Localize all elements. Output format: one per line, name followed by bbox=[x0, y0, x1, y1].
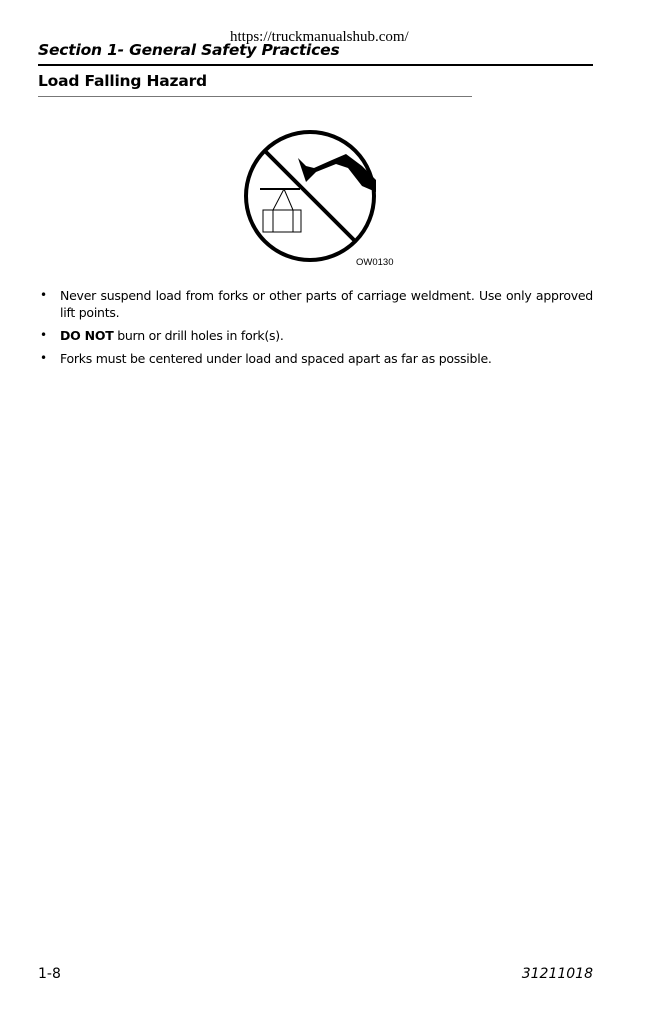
safety-bullet-list bbox=[40, 287, 593, 373]
bullet-text: Never suspend load from forks or other parts of carriage weldment. Use only approved lift points. bbox=[60, 288, 593, 320]
bullet-icon: • bbox=[40, 351, 47, 365]
subsection-divider bbox=[38, 96, 472, 97]
section-title: Section 1- General Safety Practices bbox=[38, 41, 340, 59]
chain-left bbox=[273, 189, 284, 210]
no-suspended-load-from-forks-icon bbox=[236, 124, 406, 272]
bullet-emphasis: DO NOT bbox=[60, 328, 114, 343]
document-number: 31211018 bbox=[521, 966, 593, 982]
hazard-figure bbox=[236, 124, 406, 272]
chain-right bbox=[284, 189, 293, 210]
bullet-text: Forks must be centered under load and spaced apart as far as possible. bbox=[60, 351, 492, 366]
bullet-text: burn or drill holes in fork(s). bbox=[113, 328, 284, 343]
list-item bbox=[40, 350, 593, 367]
list-item bbox=[40, 327, 593, 344]
list-item bbox=[40, 287, 593, 321]
figure-code: OW0130 bbox=[356, 257, 394, 268]
subsection-title: Load Falling Hazard bbox=[38, 72, 207, 90]
bullet-icon: • bbox=[40, 288, 47, 302]
page-number: 1-8 bbox=[38, 966, 61, 982]
watermark-url: https://truckmanualshub.com/ bbox=[230, 29, 409, 45]
suspended-load-box bbox=[263, 210, 301, 232]
section-divider bbox=[38, 64, 593, 66]
bullet-icon: • bbox=[40, 328, 47, 342]
